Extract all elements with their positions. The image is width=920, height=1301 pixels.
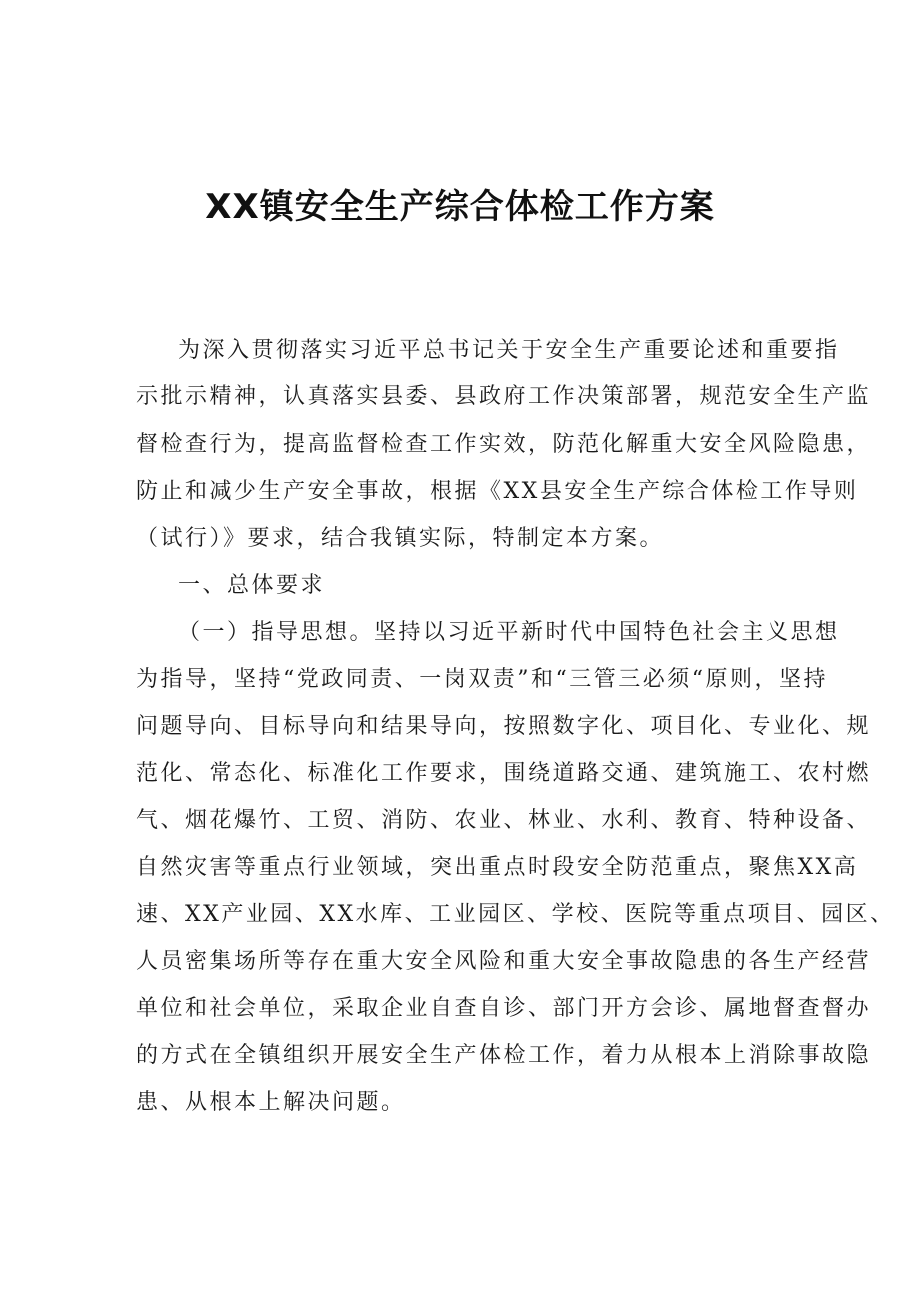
section-heading: 一、总体要求 <box>178 573 326 598</box>
document-title: XX镇安全生产综合体检工作方案 <box>205 187 715 227</box>
guiding-line: 问题导向、目标导向和结果导向，按照数字化、项目化、专业化、规 <box>136 714 872 739</box>
guiding-line: （一）指导思想。坚持以习近平新时代中国特色社会主义思想 <box>178 620 840 645</box>
intro-line: （试行）》要求，结合我镇实际，特制定本方案。 <box>136 526 665 551</box>
guiding-line: 的方式在全镇组织开展安全生产体检工作，着力从根本上消除事故隐 <box>136 1043 872 1068</box>
intro-line: 为深入贯彻落实习近平总书记关于安全生产重要论述和重要指 <box>178 338 840 363</box>
guiding-line: 速、XX产业园、XX水库、工业园区、学校、医院等重点项目、园区、 <box>136 902 895 927</box>
intro-line: 防止和减少生产安全事故，根据《XX县安全生产综合体检工作导则 <box>136 479 859 504</box>
guiding-line: 人员密集场所等存在重大安全风险和重大安全事故隐患的各生产经营 <box>136 949 872 974</box>
guiding-line: 自然灾害等重点行业领域，突出重点时段安全防范重点，聚焦XX高 <box>136 855 859 880</box>
intro-line: 示批示精神，认真落实县委、县政府工作决策部署，规范安全生产监 <box>136 384 872 409</box>
guiding-line: 范化、常态化、标准化工作要求，围绕道路交通、建筑施工、农村燃 <box>136 761 872 786</box>
guiding-line: 为指导，坚持“党政同责、一岗双责”和“三管三必须“原则，坚持 <box>136 667 828 692</box>
guiding-line: 气、烟花爆竹、工贸、消防、农业、林业、水利、教育、特种设备、 <box>136 808 872 833</box>
guiding-line: 单位和社会单位，采取企业自查自诊、部门开方会诊、属地督查督办 <box>136 996 872 1021</box>
guiding-line: 患、从根本上解决问题。 <box>136 1090 406 1115</box>
intro-line: 督检查行为，提高监督检查工作实效，防范化解重大安全风险隐患， <box>136 432 872 457</box>
